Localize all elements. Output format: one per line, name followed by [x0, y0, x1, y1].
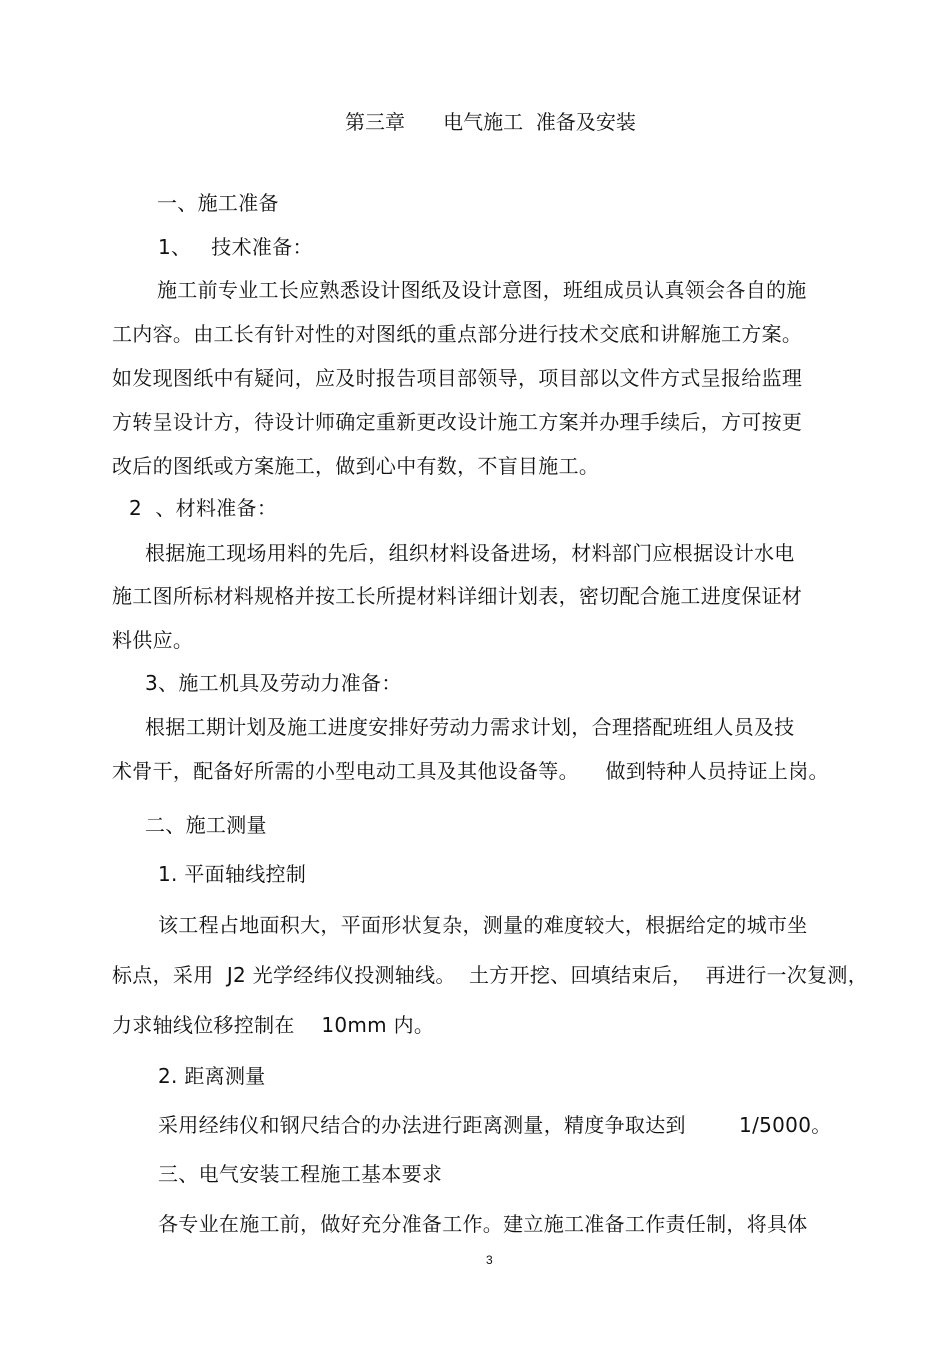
paragraph-line: 改后的图纸或方案施工，做到心中有数，不盲目施工。 — [112, 454, 600, 478]
section-heading-3: 三、电气安装工程施工基本要求 — [158, 1162, 443, 1186]
paragraph-line: 各专业在施工前，做好充分准备工作。建立施工准备工作责任制，将具体 — [158, 1212, 808, 1236]
page-number: 3 — [486, 1253, 493, 1267]
paragraph-line: 方转呈设计方，待设计师确定重新更改设计施工方案并办理手续后，方可按更 — [112, 410, 803, 434]
subsection-heading-1-1: 1、 技术准备： — [158, 235, 313, 259]
paragraph-line: 力求轴线位移控制在 10mm 内。 — [112, 1013, 435, 1037]
section-heading-1: 一、施工准备 — [157, 191, 279, 215]
subsection-heading-2-2: 2. 距离测量 — [158, 1064, 266, 1088]
paragraph-line: 标点，采用 J2 光学经纬仪投测轴线。 土方开挖、回填结束后， 再进行一次复测， — [112, 963, 869, 987]
paragraph-line: 根据施工现场用料的先后，组织材料设备进场，材料部门应根据设计水电 — [145, 541, 795, 565]
chapter-title: 第三章 电气施工 准备及安装 — [345, 110, 636, 134]
paragraph-line: 施工图所标材料规格并按工长所提材料详细计划表，密切配合施工进度保证材 — [112, 584, 803, 608]
paragraph-line: 采用经纬仪和钢尺结合的办法进行距离测量，精度争取达到 1/5000。 — [158, 1113, 832, 1137]
subsection-heading-1-3: 3、施工机具及劳动力准备： — [145, 671, 402, 695]
paragraph-line: 术骨干，配备好所需的小型电动工具及其他设备等。 做到特种人员持证上岗。 — [112, 759, 829, 783]
section-heading-2: 二、施工测量 — [145, 813, 267, 837]
paragraph-line: 根据工期计划及施工进度安排好劳动力需求计划，合理搭配班组人员及技 — [145, 715, 795, 739]
subsection-heading-2-1: 1. 平面轴线控制 — [158, 862, 307, 886]
paragraph-line: 施工前专业工长应熟悉设计图纸及设计意图，班组成员认真领会各自的施 — [157, 278, 807, 302]
paragraph-line: 如发现图纸中有疑问，应及时报告项目部领导，项目部以文件方式呈报给监理 — [112, 366, 803, 390]
paragraph-line: 该工程占地面积大，平面形状复杂，测量的难度较大，根据给定的城市坐 — [158, 913, 808, 937]
paragraph-line: 料供应。 — [112, 628, 194, 652]
paragraph-line: 工内容。由工长有针对性的对图纸的重点部分进行技术交底和讲解施工方案。 — [112, 322, 803, 346]
subsection-heading-1-2: 2 、材料准备： — [129, 496, 278, 520]
